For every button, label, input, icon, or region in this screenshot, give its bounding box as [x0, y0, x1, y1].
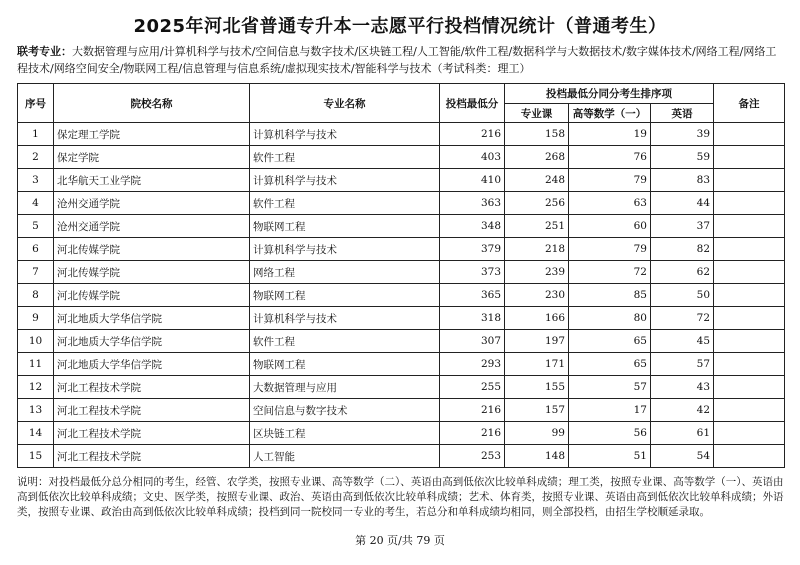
cell-school: 河北地质大学华信学院 — [54, 353, 250, 376]
cell-seq: 14 — [18, 422, 54, 445]
cell-school: 保定理工学院 — [54, 123, 250, 146]
table-row — [18, 284, 785, 307]
cell-subject-major: 239 — [505, 261, 569, 284]
cell-min-score: 373 — [440, 261, 505, 284]
cell-min-score: 216 — [440, 123, 505, 146]
table-row — [18, 330, 785, 353]
cell-school: 河北工程技术学院 — [54, 445, 250, 468]
majors-paragraph — [17, 43, 785, 77]
cell-seq: 7 — [18, 261, 54, 284]
cell-seq: 9 — [18, 307, 54, 330]
cell-subject-english: 50 — [651, 284, 714, 307]
cell-school: 河北工程技术学院 — [54, 399, 250, 422]
cell-min-score: 216 — [440, 399, 505, 422]
cell-min-score: 403 — [440, 146, 505, 169]
cell-min-score: 379 — [440, 238, 505, 261]
cell-remark — [714, 284, 785, 307]
header-school: 院校名称 — [54, 84, 250, 123]
cell-major: 计算机科学与技术 — [250, 123, 440, 146]
note-paragraph: 说明：对投档最低分总分相同的考生，经管、农学类，按照专业课、高等数学（二）、英语由高到低依次比较单科成绩；理工类，按照专业课、高等数学（一）、英语由高到低依次比较单科成绩；文史、医学类，按照专业课、政治、英语由高到低依次比较单科成绩；艺术、体育类，按照专业课、英语由高到低依次比较单科成绩；外语类，按照专业课、政治由高到低依次比较单科成绩；投档到同一院校同一专业的考生，若总分和单科成绩均相同，则全部投档，由招生学校顺延录取。 — [17, 476, 784, 518]
table-row — [18, 192, 785, 215]
cell-subject-major: 248 — [505, 169, 569, 192]
cell-subject-math: 85 — [569, 284, 651, 307]
cell-subject-english: 54 — [651, 445, 714, 468]
cell-subject-english: 45 — [651, 330, 714, 353]
cell-subject-english: 83 — [651, 169, 714, 192]
cell-remark — [714, 192, 785, 215]
cell-subject-english: 44 — [651, 192, 714, 215]
cell-subject-major: 171 — [505, 353, 569, 376]
cell-major: 物联网工程 — [250, 215, 440, 238]
cell-subject-math: 80 — [569, 307, 651, 330]
header-min-score: 投档最低分 — [440, 84, 505, 123]
cell-remark — [714, 215, 785, 238]
cell-school: 保定学院 — [54, 146, 250, 169]
cell-subject-major: 157 — [505, 399, 569, 422]
cell-subject-english: 39 — [651, 123, 714, 146]
cell-seq: 15 — [18, 445, 54, 468]
cell-major: 物联网工程 — [250, 353, 440, 376]
cell-min-score: 363 — [440, 192, 505, 215]
cell-major: 软件工程 — [250, 330, 440, 353]
cell-major: 大数据管理与应用 — [250, 376, 440, 399]
cell-min-score: 255 — [440, 376, 505, 399]
cell-major: 人工智能 — [250, 445, 440, 468]
cell-remark — [714, 330, 785, 353]
cell-seq: 8 — [18, 284, 54, 307]
cell-subject-english: 37 — [651, 215, 714, 238]
cell-subject-major: 230 — [505, 284, 569, 307]
admission-table — [17, 83, 785, 468]
cell-major: 计算机科学与技术 — [250, 307, 440, 330]
cell-subject-english: 43 — [651, 376, 714, 399]
table-row — [18, 146, 785, 169]
cell-remark — [714, 376, 785, 399]
table-row — [18, 445, 785, 468]
cell-subject-major: 158 — [505, 123, 569, 146]
table-row — [18, 123, 785, 146]
cell-school: 沧州交通学院 — [54, 215, 250, 238]
page-number: 第 20 页/共 79 页 — [355, 534, 445, 547]
cell-seq: 11 — [18, 353, 54, 376]
table-row — [18, 215, 785, 238]
cell-school: 河北地质大学华信学院 — [54, 307, 250, 330]
cell-remark — [714, 169, 785, 192]
cell-subject-math: 79 — [569, 169, 651, 192]
cell-seq: 4 — [18, 192, 54, 215]
header-subject-major: 专业课 — [505, 104, 569, 123]
cell-seq: 13 — [18, 399, 54, 422]
cell-subject-major: 256 — [505, 192, 569, 215]
cell-school: 河北地质大学华信学院 — [54, 330, 250, 353]
header-subject-english: 英语 — [651, 104, 714, 123]
cell-seq: 3 — [18, 169, 54, 192]
cell-subject-major: 251 — [505, 215, 569, 238]
cell-subject-math: 17 — [569, 399, 651, 422]
header-subject-math: 高等数学（一） — [569, 104, 651, 123]
cell-subject-math: 57 — [569, 376, 651, 399]
table-row — [18, 376, 785, 399]
cell-subject-english: 42 — [651, 399, 714, 422]
cell-school: 沧州交通学院 — [54, 192, 250, 215]
cell-subject-math: 65 — [569, 330, 651, 353]
header-remark: 备注 — [714, 84, 785, 123]
cell-major: 软件工程 — [250, 192, 440, 215]
table-row — [18, 261, 785, 284]
cell-subject-english: 82 — [651, 238, 714, 261]
cell-school: 河北传媒学院 — [54, 261, 250, 284]
table-row — [18, 353, 785, 376]
cell-remark — [714, 422, 785, 445]
table-row — [18, 399, 785, 422]
cell-subject-english: 72 — [651, 307, 714, 330]
cell-subject-math: 56 — [569, 422, 651, 445]
cell-subject-major: 268 — [505, 146, 569, 169]
cell-remark — [714, 146, 785, 169]
cell-seq: 5 — [18, 215, 54, 238]
cell-subject-major: 148 — [505, 445, 569, 468]
cell-subject-english: 57 — [651, 353, 714, 376]
header-seq: 序号 — [18, 84, 54, 123]
cell-seq: 12 — [18, 376, 54, 399]
cell-min-score: 307 — [440, 330, 505, 353]
cell-subject-english: 62 — [651, 261, 714, 284]
cell-subject-english: 61 — [651, 422, 714, 445]
cell-subject-major: 99 — [505, 422, 569, 445]
cell-school: 河北工程技术学院 — [54, 422, 250, 445]
cell-school: 河北传媒学院 — [54, 284, 250, 307]
cell-subject-math: 60 — [569, 215, 651, 238]
cell-min-score: 216 — [440, 422, 505, 445]
cell-min-score: 293 — [440, 353, 505, 376]
cell-min-score: 365 — [440, 284, 505, 307]
cell-school: 河北传媒学院 — [54, 238, 250, 261]
cell-subject-major: 166 — [505, 307, 569, 330]
cell-min-score: 348 — [440, 215, 505, 238]
cell-remark — [714, 399, 785, 422]
cell-min-score: 318 — [440, 307, 505, 330]
cell-subject-math: 79 — [569, 238, 651, 261]
cell-remark — [714, 445, 785, 468]
cell-min-score: 253 — [440, 445, 505, 468]
cell-major: 空间信息与数字技术 — [250, 399, 440, 422]
table-body — [18, 123, 785, 468]
cell-major: 物联网工程 — [250, 284, 440, 307]
cell-major: 网络工程 — [250, 261, 440, 284]
cell-major: 软件工程 — [250, 146, 440, 169]
cell-seq: 2 — [18, 146, 54, 169]
table-row — [18, 238, 785, 261]
cell-seq: 10 — [18, 330, 54, 353]
cell-min-score: 410 — [440, 169, 505, 192]
cell-subject-math: 72 — [569, 261, 651, 284]
table-row — [18, 422, 785, 445]
cell-remark — [714, 307, 785, 330]
cell-subject-math: 51 — [569, 445, 651, 468]
cell-seq: 1 — [18, 123, 54, 146]
cell-seq: 6 — [18, 238, 54, 261]
cell-remark — [714, 261, 785, 284]
majors-list: 大数据管理与应用/计算机科学与技术/空间信息与数字技术/区块链工程/人工智能/软件工程/数据科学与大数据技术/数字媒体技术/网络工程/网络工程技术/网络空间安全/物联网工程/信息管理与信息系统/虚拟现实技术/智能科学与技术（考试科类：理工） — [17, 45, 777, 75]
cell-subject-major: 218 — [505, 238, 569, 261]
cell-school: 河北工程技术学院 — [54, 376, 250, 399]
cell-remark — [714, 353, 785, 376]
cell-remark — [714, 123, 785, 146]
header-major: 专业名称 — [250, 84, 440, 123]
cell-subject-math: 76 — [569, 146, 651, 169]
cell-major: 计算机科学与技术 — [250, 169, 440, 192]
cell-subject-math: 63 — [569, 192, 651, 215]
cell-major: 区块链工程 — [250, 422, 440, 445]
cell-major: 计算机科学与技术 — [250, 238, 440, 261]
cell-subject-math: 65 — [569, 353, 651, 376]
cell-subject-major: 197 — [505, 330, 569, 353]
cell-subject-english: 59 — [651, 146, 714, 169]
cell-school: 北华航天工业学院 — [54, 169, 250, 192]
header-tiebreak-group: 投档最低分同分考生排序项 — [505, 84, 714, 104]
table-row — [18, 307, 785, 330]
table-row — [18, 169, 785, 192]
cell-remark — [714, 238, 785, 261]
cell-subject-major: 155 — [505, 376, 569, 399]
page-title: 2025年河北省普通专升本一志愿平行投档情况统计（普通考生） — [133, 16, 667, 37]
majors-label: 联考专业： — [17, 45, 72, 58]
cell-subject-math: 19 — [569, 123, 651, 146]
